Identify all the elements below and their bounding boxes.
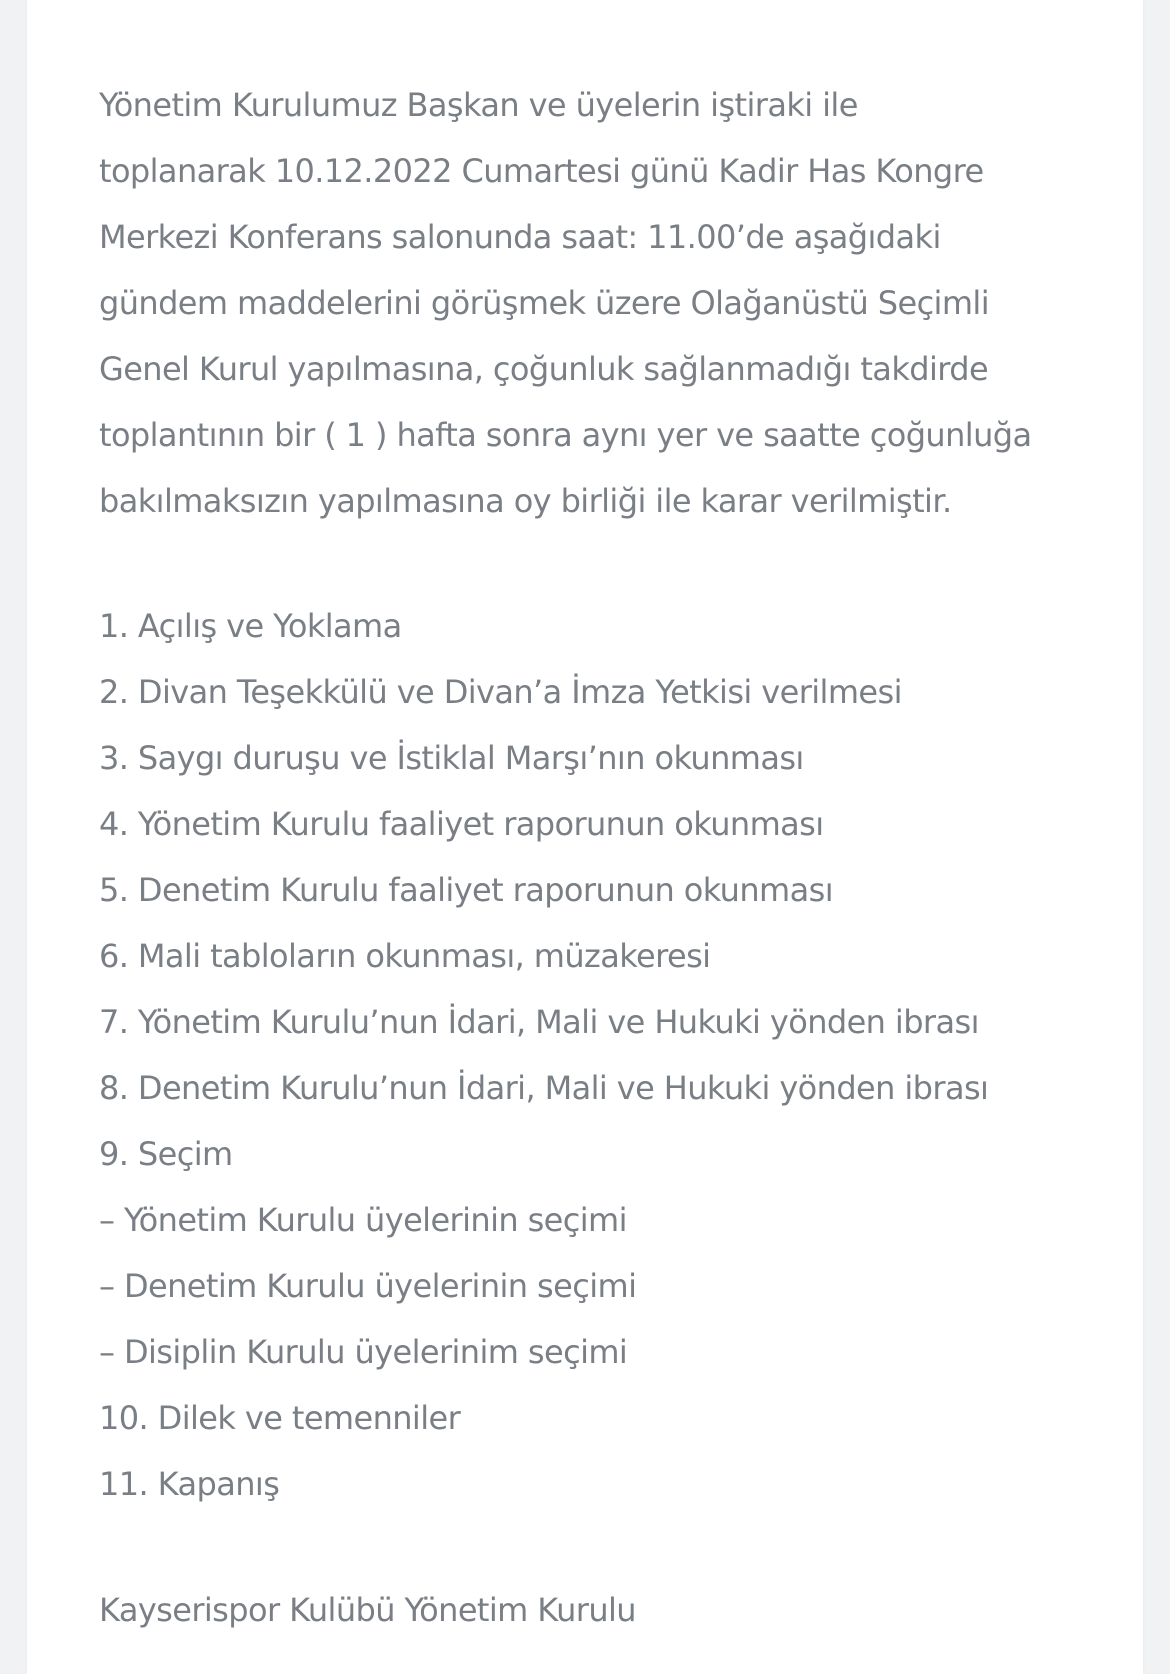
agenda-item: 9. Seçim xyxy=(99,1135,233,1173)
agenda-item: 6. Mali tabloların okunması, müzakeresi xyxy=(99,937,711,975)
agenda-list xyxy=(99,593,1109,1517)
signature: Kayserispor Kulübü Yönetim Kurulu xyxy=(99,1591,636,1629)
intro-line: Yönetim Kurulumuz Başkan ve üyelerin iştiraki ile xyxy=(99,86,858,124)
agenda-subitem: – Disiplin Kurulu üyelerinim seçimi xyxy=(99,1333,628,1371)
intro-line: Genel Kurul yapılmasına, çoğunluk sağlanmadığı takdirde xyxy=(99,350,989,388)
intro-line: toplantının bir ( 1 ) hafta sonra aynı yer ve saatte çoğunluğa xyxy=(99,416,1032,454)
agenda-item: 1. Açılış ve Yoklama xyxy=(99,607,402,645)
agenda-subitem: – Denetim Kurulu üyelerinin seçimi xyxy=(99,1267,637,1305)
agenda-item: 3. Saygı duruşu ve İstiklal Marşı’nın okunması xyxy=(99,739,804,777)
agenda-item: 2. Divan Teşekkülü ve Divan’a İmza Yetkisi verilmesi xyxy=(99,673,902,711)
intro-line: bakılmaksızın yapılmasına oy birliği ile karar verilmiştir. xyxy=(99,482,952,520)
intro-line: Merkezi Konferans salonunda saat: 11.00’de aşağıdaki xyxy=(99,218,941,256)
agenda-item: 8. Denetim Kurulu’nun İdari, Mali ve Hukuki yönden ibrası xyxy=(99,1069,989,1107)
agenda-item: 5. Denetim Kurulu faaliyet raporunun okunması xyxy=(99,871,833,909)
document-page xyxy=(27,0,1143,1674)
agenda-item: 10. Dilek ve temenniler xyxy=(99,1399,461,1437)
agenda-subitem: – Yönetim Kurulu üyelerinin seçimi xyxy=(99,1201,627,1239)
agenda-item: 7. Yönetim Kurulu’nun İdari, Mali ve Hukuki yönden ibrası xyxy=(99,1003,979,1041)
agenda-item: 4. Yönetim Kurulu faaliyet raporunun okunması xyxy=(99,805,824,843)
intro-paragraph xyxy=(99,72,1109,534)
agenda-item: 11. Kapanış xyxy=(99,1465,280,1503)
intro-line: gündem maddelerini görüşmek üzere Olağanüstü Seçimli xyxy=(99,284,990,322)
announcement-content xyxy=(99,72,1109,1643)
intro-line: toplanarak 10.12.2022 Cumartesi günü Kadir Has Kongre xyxy=(99,152,984,190)
